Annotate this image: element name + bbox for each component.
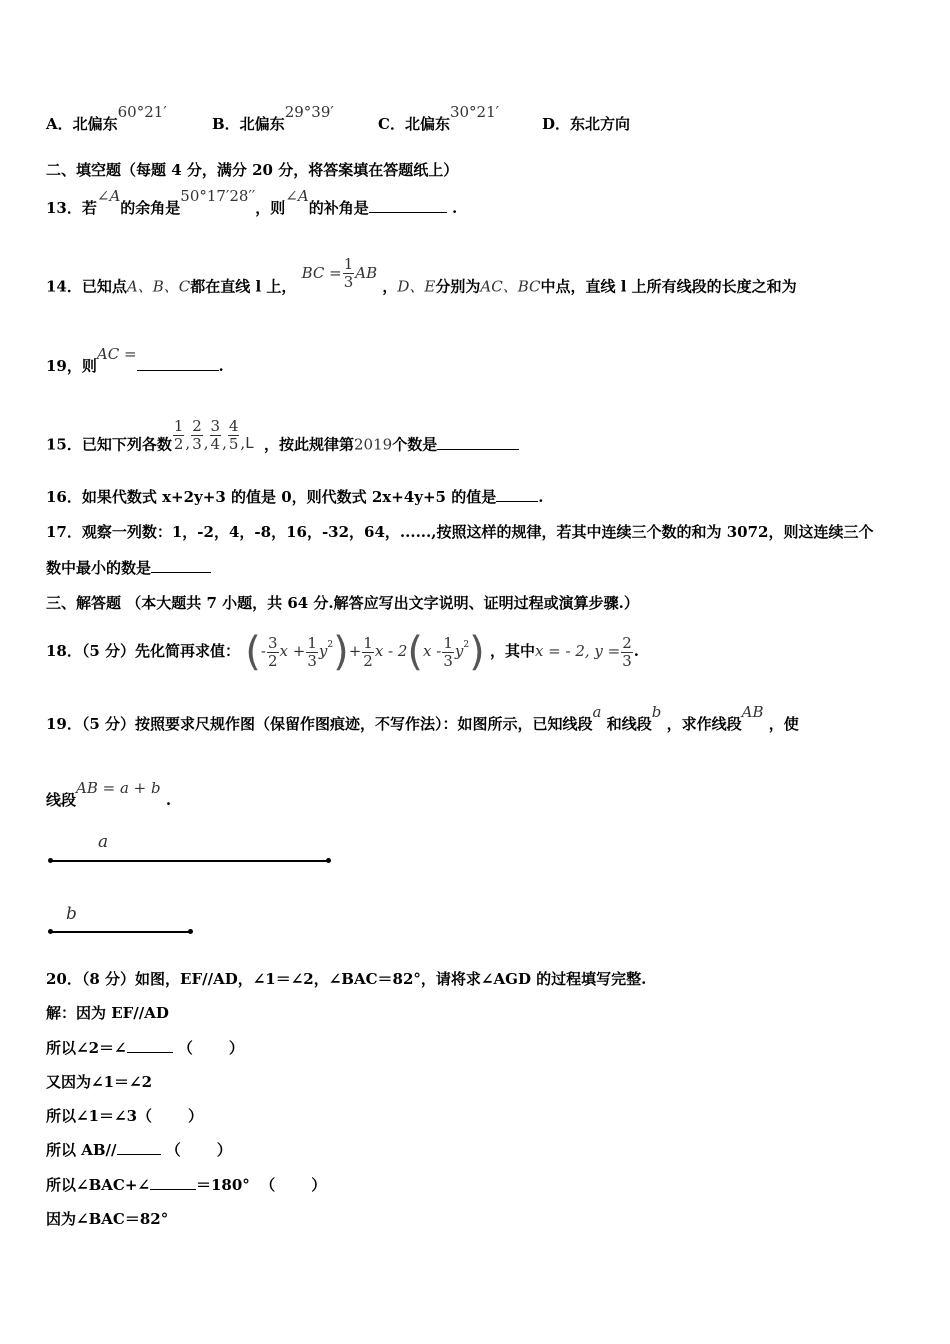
q20-step-2: 所以∠2＝∠ （ ）	[46, 1039, 244, 1057]
option-c[interactable]: C．北偏东30°21′	[378, 103, 500, 133]
segment-a-label: a	[98, 832, 109, 852]
q20-step-5: 所以 AB// （ ）	[46, 1141, 232, 1159]
sequence-separator: ,	[185, 433, 191, 452]
question-17-line2: 数中最小的数是	[46, 558, 211, 578]
sequence-separator: ,	[240, 433, 246, 452]
q20-blank-1[interactable]	[127, 1038, 173, 1053]
question-20-title: 20．（8 分）如图，EF//AD，∠1＝∠2，∠BAC＝82°，请将求∠AGD 的过程填写完整.	[46, 970, 647, 988]
q15-answer-blank[interactable]	[437, 435, 519, 450]
option-a[interactable]: A．北偏东60°21′	[46, 103, 167, 133]
q20-step-4: 所以∠1＝∠3（ ）	[46, 1107, 204, 1125]
q20-step-1: 解：因为 EF//AD	[46, 1004, 169, 1022]
question-14: 14．已知点A、B、C都在直线 l 上， BC = $\frac{1}{3}$ AB ，D、E分别为AC、BC中点，直线 l 上所有线段的长度之和为	[46, 255, 797, 296]
segment-a-endpoint-left	[48, 858, 53, 863]
q20-blank-2[interactable]	[117, 1140, 161, 1155]
q20-blank-3[interactable]	[150, 1175, 196, 1190]
question-13: 13．若∠A的余角是50°17′28′′，则∠A的补角是 .	[46, 187, 458, 217]
q13-answer-blank[interactable]	[369, 198, 447, 213]
sequence-fraction: $\frac{2}{3}$	[192, 417, 202, 453]
question-19: 19．（5 分）按照要求尺规作图（保留作图痕迹，不写作法）：如图所示，已知线段a 和线段b ，求作线段AB ，使	[46, 703, 799, 733]
sequence-fractions	[172, 417, 246, 453]
q20-step-3: 又因为∠1＝∠2	[46, 1073, 153, 1091]
q17-answer-blank[interactable]	[151, 558, 211, 573]
segment-b-endpoint-right	[188, 929, 193, 934]
segment-b	[50, 931, 190, 933]
question-17-line1: 17．观察一列数：1，-2，4，-8，16，-32，64，......,按照这样的规律，若其中连续三个数的和为 3072，则这连续三个	[46, 523, 874, 541]
section-2-title: 二、填空题（每题 4 分，满分 20 分，将答案填在答题纸上）	[46, 161, 459, 179]
segment-b-endpoint-left	[48, 929, 53, 934]
sequence-fraction: $\frac{4}{5}$	[228, 417, 239, 453]
sequence-fraction: $\frac{1}{2}$	[173, 417, 184, 453]
q20-step-6: 所以∠BAC+∠ ＝180° （ ）	[46, 1176, 327, 1194]
sequence-separator: ,	[222, 433, 227, 452]
question-18: 18．（5 分）先化简再求值： (- $\frac{3}{2}$ x + $\frac{1}{3}$ $y^2)+$ $\frac{1}{2}$ x - 2(x - $\frac{1}{3}$ $y^2$) ，其中x = - 2, y = $\frac{2}{3}$ .	[46, 629, 640, 675]
section-3-title: 三、解答题 （本大题共 7 小题，共 64 分.解答应写出文字说明、证明过程或演算步骤.）	[46, 594, 639, 612]
q20-step-7: 因为∠BAC＝82°	[46, 1210, 169, 1228]
q16-answer-blank[interactable]	[496, 487, 538, 502]
option-b[interactable]: B．北偏东29°39′	[212, 103, 334, 133]
segment-b-label: b	[66, 904, 77, 924]
sequence-separator: ,	[203, 433, 209, 452]
q14-answer-blank[interactable]	[137, 356, 219, 371]
question-15: 15．已知下列各数 $\frac{1}{2}$ , $\frac{2}{3}$ , $\frac{3}{4}$ , $\frac{4}{5}$ ,L ，按此规律第2019个数是	[46, 428, 519, 463]
question-16: 16．如果代数式 x+2y+3 的值是 0，则代数式 2x+4y+5 的值是 .	[46, 488, 544, 506]
q12-options	[46, 103, 631, 134]
sequence-fraction: $\frac{3}{4}$	[210, 417, 221, 453]
segment-a	[50, 860, 328, 862]
q18-expression: (- $\frac{3}{2}$ x + $\frac{1}{3}$ $y^2)+$ $\frac{1}{2}$ x - 2(x - $\frac{1}{3}$ $y^2$)	[245, 629, 485, 675]
segment-a-endpoint-right	[326, 858, 331, 863]
question-19-cont: 线段AB = a + b .	[46, 779, 172, 809]
option-d[interactable]: D．东北方向	[542, 115, 631, 133]
question-14-cont: 19，则AC =.	[46, 345, 224, 375]
